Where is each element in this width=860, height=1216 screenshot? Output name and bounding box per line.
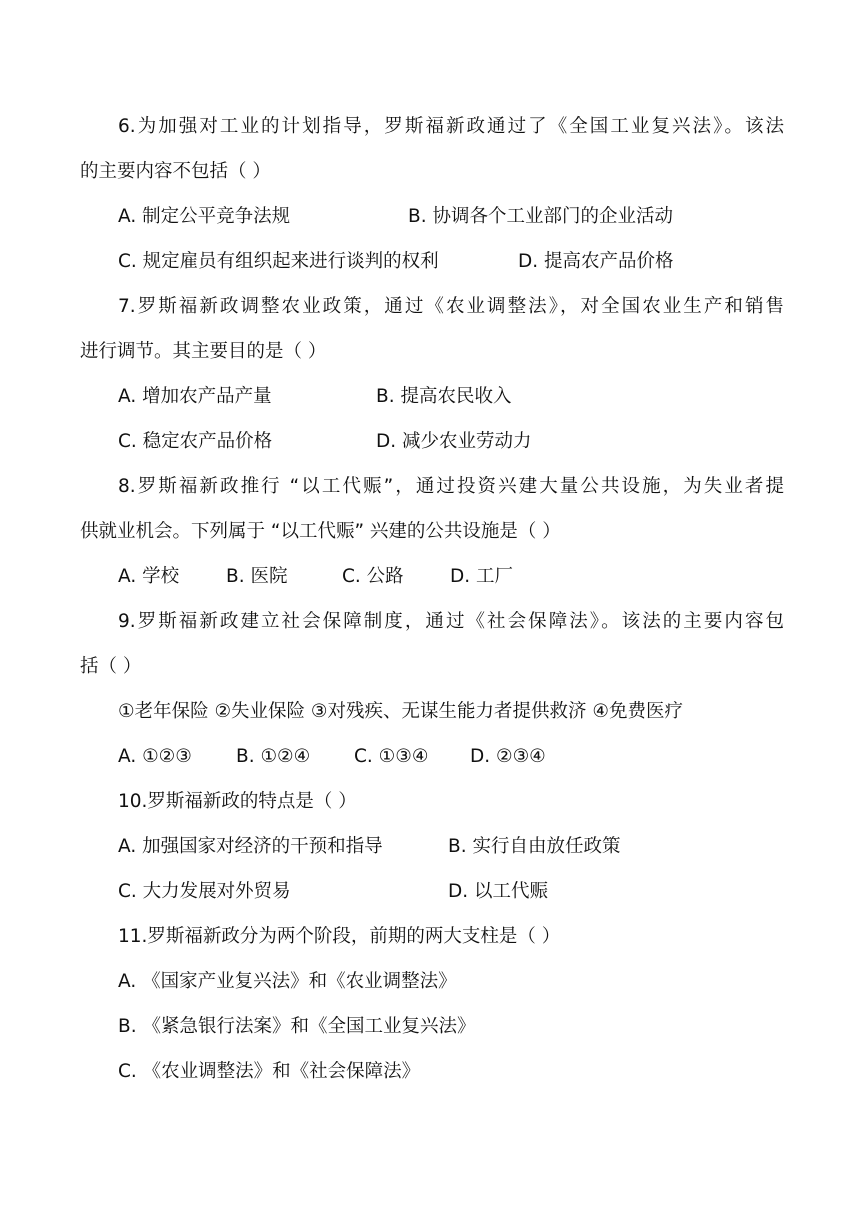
question-11-option-a: A. 《国家产业复兴法》和《农业调整法》	[118, 971, 457, 992]
question-6-option-c: C. 规定雇员有组织起来进行谈判的权利	[118, 251, 439, 272]
question-10-stem: 10.罗斯福新政的特点是（ ）	[118, 791, 357, 812]
question-7-option-d: D. 减少农业劳动力	[376, 431, 532, 452]
question-8-option-a: A. 学校	[118, 566, 180, 587]
question-9-options-row	[118, 734, 784, 779]
question-11-option-b: B. 《紧急银行法案》和《全国工业复兴法》	[118, 1016, 476, 1037]
question-10-options-row-2	[118, 869, 784, 914]
question-9-option-c: C. ①③④	[354, 746, 429, 767]
question-9-option-a: A. ①②③	[118, 746, 192, 767]
question-9-option-b: B. ①②④	[236, 746, 311, 767]
question-7-option-c: C. 稳定农产品价格	[118, 431, 273, 452]
question-6-option-b: B. 协调各个工业部门的企业活动	[408, 206, 673, 227]
question-11-stem: 11.罗斯福新政分为两个阶段，前期的两大支柱是（ ）	[118, 926, 561, 947]
question-8-stem-line-2: 供就业机会。下列属于 “以工代赈” 兴建的公共设施是（ ）	[80, 521, 561, 542]
question-6-option-d: D. 提高农产品价格	[518, 251, 674, 272]
question-10-option-d: D. 以工代赈	[448, 881, 549, 902]
question-7-option-a: A. 增加农产品产量	[118, 386, 272, 407]
question-9-stem-line-1: 9.罗斯福新政建立社会保障制度，通过《社会保障法》。该法的主要内容包	[118, 611, 784, 632]
question-7-options-row-1	[118, 374, 784, 419]
question-11-option-c: C. 《农业调整法》和《社会保障法》	[118, 1061, 421, 1082]
question-6-options-row-2	[118, 239, 784, 284]
question-7-stem-line-2: 进行调节。其主要目的是（ ）	[80, 341, 327, 362]
question-10-option-b: B. 实行自由放任政策	[448, 836, 621, 857]
question-6-stem-line-1: 6.为加强对工业的计划指导，罗斯福新政通过了《全国工业复兴法》。该法	[118, 116, 784, 137]
question-10-option-a: A. 加强国家对经济的干预和指导	[118, 836, 383, 857]
question-9-stem-line-2: 括（ ）	[80, 656, 142, 677]
question-10-options-row-1	[118, 824, 784, 869]
question-8-option-b: B. 医院	[226, 566, 288, 587]
question-7-options-row-2	[118, 419, 784, 464]
question-7-option-b: B. 提高农民收入	[376, 386, 512, 407]
question-9-option-d: D. ②③④	[470, 746, 546, 767]
question-6-option-a: A. 制定公平竞争法规	[118, 206, 291, 227]
question-7-stem-line-1: 7.罗斯福新政调整农业政策，通过《农业调整法》，对全国农业生产和销售	[118, 296, 784, 317]
question-6-stem-line-2: 的主要内容不包括（ ）	[80, 161, 271, 182]
question-8-option-c: C. 公路	[342, 566, 404, 587]
question-10-option-c: C. 大力发展对外贸易	[118, 881, 291, 902]
question-6-options-row-1	[118, 194, 784, 239]
question-8-stem-line-1: 8.罗斯福新政推行 “以工代赈”，通过投资兴建大量公共设施，为失业者提	[118, 476, 784, 497]
question-9-statement-items: ①老年保险 ②失业保险 ③对残疾、无谋生能力者提供救济 ④免费医疗	[118, 701, 683, 722]
question-8-option-d: D. 工厂	[450, 566, 514, 587]
question-8-options-row	[118, 554, 784, 599]
